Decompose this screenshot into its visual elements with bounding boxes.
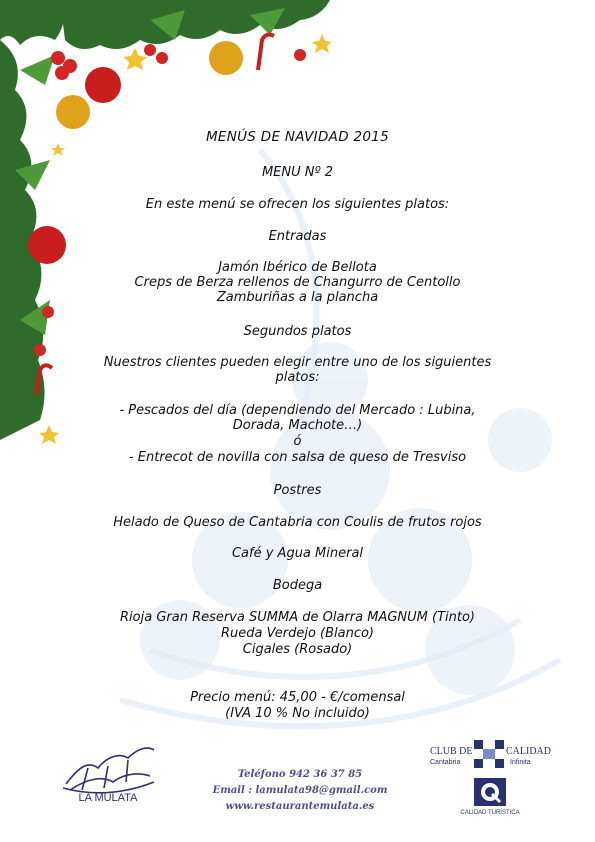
menu-number: MENU Nº 2	[261, 165, 334, 180]
footer-email[interactable]: Email : lamulata98@gmail.com	[212, 785, 388, 796]
segundos-option-fish-cont: Dorada, Machote…)	[232, 418, 363, 433]
bodega-item: Rioja Gran Reserva SUMMA de Olarra MAGNUM (Tinto)	[120, 610, 475, 625]
menu-title: MENÚS DE NAVIDAD 2015	[205, 129, 390, 145]
club-calidad-right-text: CALIDAD	[506, 746, 551, 757]
entrada-item: Jamón Ibérico de Bellota	[218, 260, 377, 275]
la-mulata-logo-text: LA MULATA	[78, 792, 138, 804]
postre-item: Helado de Queso de Cantabria con Coulis de frutos rojos	[113, 515, 482, 530]
segundos-intro-cont: platos:	[275, 370, 320, 385]
footer-website[interactable]: www.restaurantemulata.es	[225, 801, 375, 812]
segundos-option-meat: - Entrecot de novilla con salsa de queso de Tresviso	[128, 450, 467, 465]
menu-intro: En este menú se ofrecen los siguientes platos:	[145, 197, 450, 212]
price-line: Precio menú: 45,00 - €/comensal	[190, 690, 405, 705]
club-calidad-emblem-icon	[472, 738, 506, 770]
segundos-intro: Nuestros clientes pueden elegir entre uno de los siguientes	[103, 355, 492, 370]
segundos-or: ó	[293, 434, 302, 449]
segundos-option-fish: - Pescados del día (dependiendo del Mercado : Lubina,	[119, 403, 476, 418]
entrada-item: Zamburiñas a la plancha	[216, 290, 379, 305]
club-calidad-sub-right: Infinita	[510, 759, 531, 766]
bodega-heading: Bodega	[272, 578, 323, 593]
calidad-turistica-text: CALIDAD TURÍSTICA	[460, 810, 520, 816]
iva-note: (IVA 10 % No incluido)	[225, 706, 370, 721]
segundos-heading: Segundos platos	[243, 324, 352, 339]
entrada-item: Creps de Berza rellenos de Changurro de Centollo	[134, 275, 461, 290]
cafe-line: Café y Agua Mineral	[231, 546, 364, 561]
bodega-item: Rueda Verdejo (Blanco)	[220, 626, 375, 641]
club-calidad-sub-left: Cantabria	[430, 759, 461, 766]
footer-phone: Teléfono 942 36 37 85	[237, 769, 363, 780]
entradas-heading: Entradas	[268, 229, 327, 244]
quality-logos	[430, 738, 550, 832]
q-calidad-turistica-icon	[474, 778, 506, 806]
postres-heading: Postres	[273, 483, 322, 498]
bodega-item: Cigales (Rosado)	[242, 642, 353, 657]
club-calidad-left-text: CLUB DE	[430, 746, 473, 757]
